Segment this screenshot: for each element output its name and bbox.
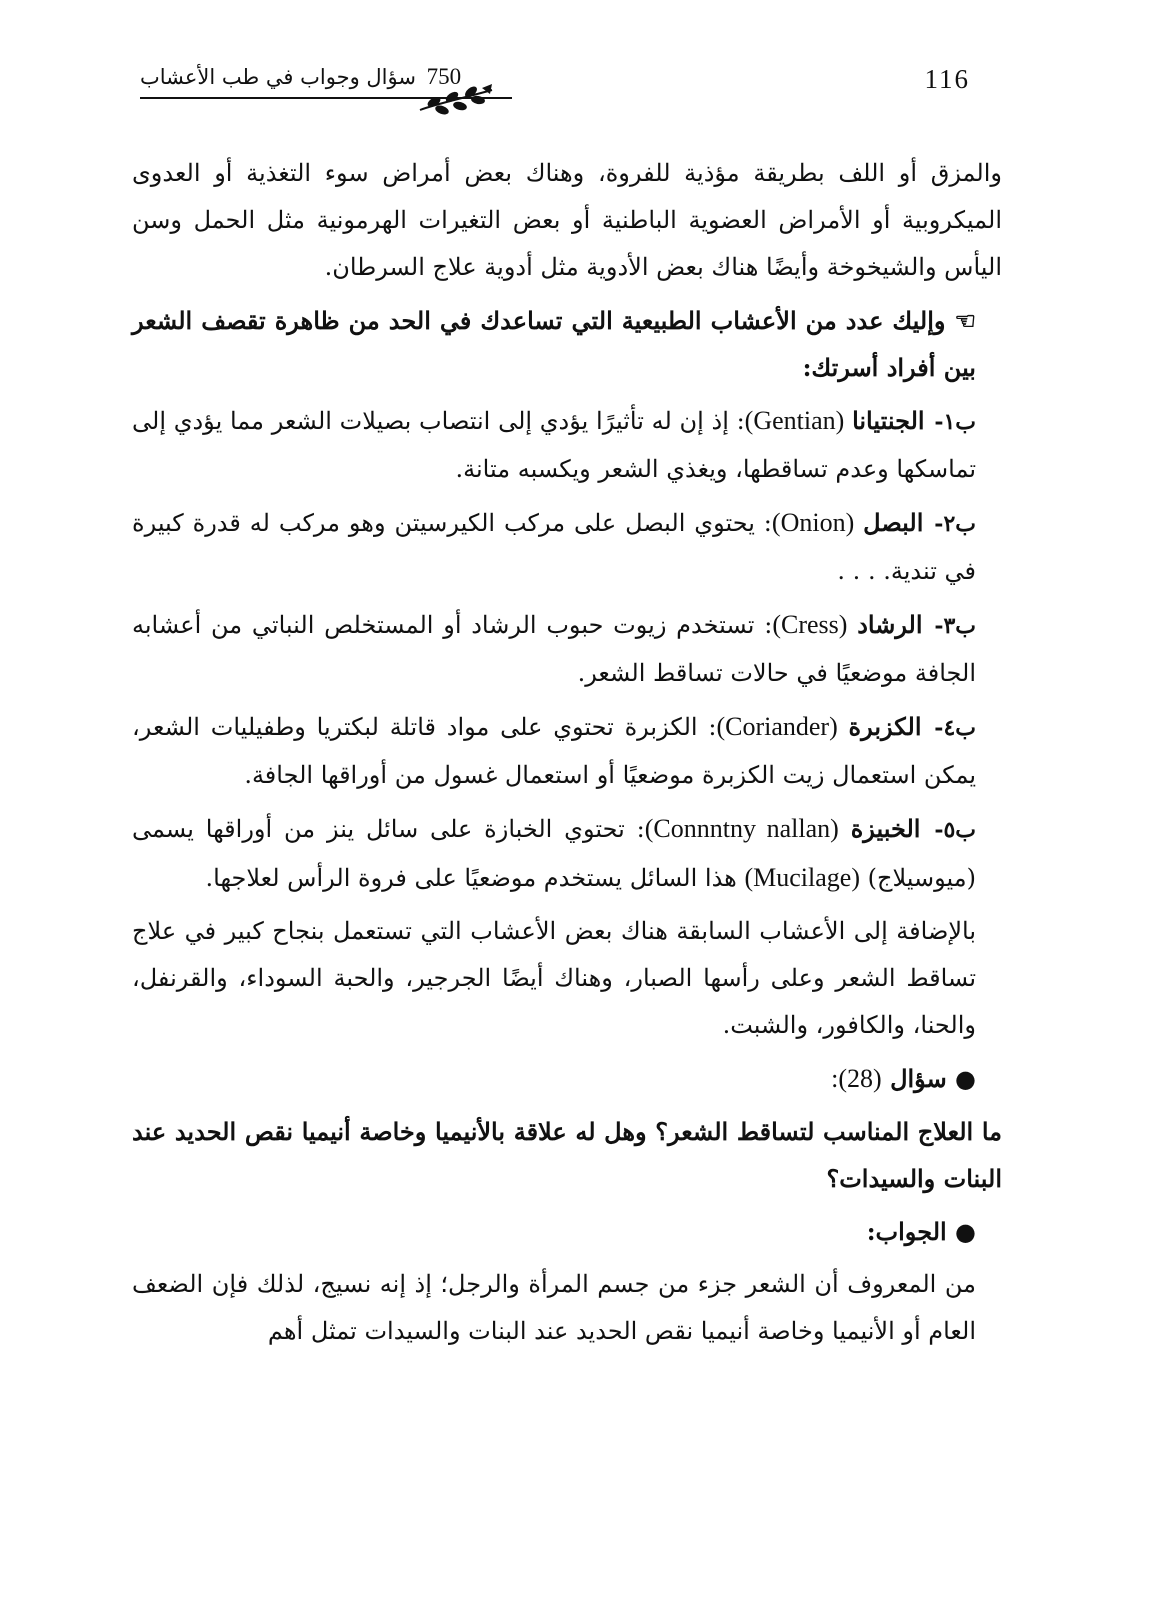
answer-text: من المعروف أن الشعر جزء من جسم المرأة والرجل؛ إذ إنه نسيج، لذلك فإن الضعف العام أو الأنيميا وخاصة أنيميا نقص الحديد عند البنات والسيدات تمثل أهم: [132, 1270, 976, 1345]
hand-pointer-icon: ☜: [954, 306, 976, 335]
herb-name-ar: الرشاد: [857, 610, 923, 639]
book-number: 750: [426, 64, 462, 89]
herb-item-3: [132, 601, 1002, 697]
herb-item-4: [132, 703, 1002, 799]
running-header: [140, 62, 1012, 120]
page-body: [132, 150, 1002, 1361]
question-heading: [132, 1055, 1002, 1102]
herb-description: : تحتوي الخبازة على سائل ينز من أوراقها يسمى (ميوسيلاج): [132, 815, 976, 892]
herb-description: : تستخدم زيوت حبوب الرشاد أو المستخلص النباتي من أعشابه الجافة موضعيًا في حالات تساقط الشعر.: [132, 611, 976, 687]
apple-icon: ●: [955, 1064, 976, 1093]
herb-description-cont: هذا السائل يستخدم موضعيًا على فروة الرأس لعلاجها.: [205, 864, 745, 892]
leaf-branch-icon: [416, 82, 496, 118]
herb-name-ar: البصل: [863, 508, 924, 537]
herb-name-en: (Coriander): [716, 712, 838, 741]
answer-label: الجواب:: [866, 1217, 947, 1246]
intro-paragraph: والمزق أو اللف بطريقة مؤذية للفروة، وهناك بعض أمراض سوء التغذية أو العدوى الميكروبية أو الأمراض العضوية الباطنية أو بعض التغيرات الهرمونية مثل الحمل وسن اليأس والشيخوخة وأيضًا هناك بعض الأدوية مثل أدوية علاج السرطان.: [132, 159, 1002, 281]
term-en: (Mucilage): [744, 863, 860, 892]
additional-herbs-paragraph: بالإضافة إلى الأعشاب السابقة هناك بعض الأعشاب التي تستعمل بنجاح كبير في علاج تساقط الشعر وعلى رأسها الصبار، وهناك أيضًا الجرجير، والحبة السوداء، والقرنفل، والحنا، والكافور، والشبت.: [132, 917, 976, 1039]
question-text: ما العلاج المناسب لتساقط الشعر؟ وهل له علاقة بالأنيميا وخاصة أنيميا نقص الحديد عند البنات والسيدات؟: [132, 1117, 1002, 1193]
lead-in-text: وإليك عدد من الأعشاب الطبيعية التي تساعدك في الحد من ظاهرة تقصف الشعر بين أفراد أسرتك:: [132, 306, 976, 382]
herb-name-en: (Connntny nallan): [644, 814, 839, 843]
question-label: سؤال: [890, 1064, 947, 1093]
herb-item-5: [132, 805, 1002, 902]
herb-name-en: (Gentian): [744, 406, 845, 435]
item-marker: ب٣-: [934, 613, 976, 639]
herb-name-ar: الكزبرة: [848, 712, 922, 741]
item-marker: ب١-: [934, 409, 976, 435]
herb-description: : يحتوي البصل على مركب الكيرسيتن وهو مركب له قدرة كبيرة في تندية. . . .: [132, 509, 976, 585]
herb-name-en: (Onion): [771, 508, 855, 537]
herb-description: : إذ إن له تأثيرًا يؤدي إلى انتصاب بصيلات الشعر مما يؤدي إلى تماسكها وعدم تساقطها، ويغذي الشعر ويكسبه متانة.: [132, 407, 976, 483]
item-marker: ب٤-: [934, 715, 976, 741]
book-title: سؤال وجواب في طب الأعشاب: [140, 65, 416, 89]
lead-in-paragraph: [132, 297, 1002, 391]
item-marker: ب٥-: [934, 817, 976, 843]
herb-item-2: [132, 499, 1002, 595]
herb-description: : الكزبرة تحتوي على مواد قاتلة لبكتريا وطفيليات الشعر، يمكن استعمال زيت الكزبرة موضعيًا أو استعمال غسول من أوراقها الجافة.: [132, 713, 976, 789]
running-title: [140, 64, 461, 90]
question-number: (28):: [831, 1064, 882, 1093]
herb-name-ar: الخبيزة: [850, 814, 921, 843]
item-marker: ب٢-: [934, 511, 976, 537]
herb-name-en: (Cress): [772, 610, 848, 639]
answer-heading: [132, 1208, 1002, 1255]
herb-item-1: [132, 397, 1002, 493]
apple-icon: ●: [955, 1217, 976, 1246]
herb-name-ar: الجنتيانا: [852, 406, 925, 435]
page-number: 116: [924, 64, 970, 94]
